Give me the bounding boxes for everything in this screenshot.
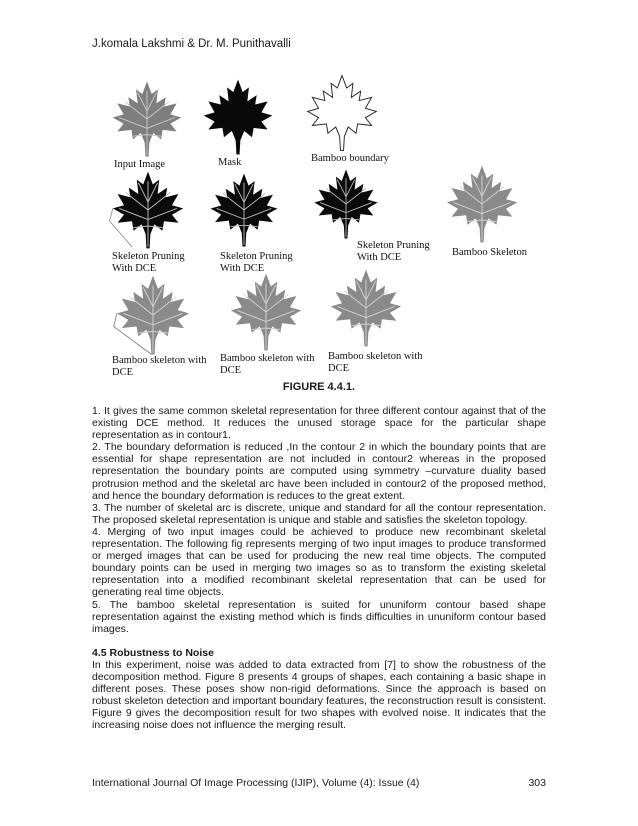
leaf-bamboo-skeleton — [440, 164, 524, 244]
paragraph-3: 3. The number of skeletal arc is discrete, unique and standard for all the contour representation. The proposed skeletal representation is unique and stable and satisfies the skeleton topology. — [92, 501, 546, 526]
leaf-input-image — [104, 80, 190, 158]
caption-bamboo-dce-2: Bamboo skeleton with DCE — [220, 353, 315, 376]
leaf-bamboo-dce-1 — [108, 274, 198, 356]
footer-journal: International Journal Of Image Processing (IJIP), Volume (4): Issue (4) — [92, 777, 420, 789]
leaf-bamboo-dce-3 — [322, 268, 410, 348]
figure-title: FIGURE 4.4.1. — [282, 381, 356, 393]
running-header: J.komala Lakshmi & Dr. M. Punithavalli — [92, 38, 291, 50]
footer-page-number: 303 — [528, 777, 546, 789]
paragraph-1: 1. It gives the same common skeletal representation for three different contour against that of the existing DCE method. It reduces the unused storage space for the particular shape representation as in contour1. — [92, 405, 546, 442]
caption-mask: Mask — [218, 157, 242, 168]
caption-bamboo-dce-1: Bamboo skeleton with DCE — [112, 355, 207, 378]
page-footer — [92, 777, 546, 789]
body-text — [92, 405, 546, 731]
caption-skeleton-pruning-1: Skeleton Pruning With DCE — [112, 251, 185, 274]
leaf-skeleton-pruning-1 — [106, 170, 190, 250]
paragraph-4: 4. Merging of two input images could be achieved to produce new recombinant skeletal representation. The following fig represents merging of two input images to produce transformed or merged images that can be used for producing the new real time objects. The computed boundary points can be used in merging two images so as to transform the existing skeletal representation into a modified recombinant skeletal representation that can be used for generating real time objects. — [92, 525, 546, 599]
caption-skeleton-pruning-3: Skeleton Pruning With DCE — [357, 240, 430, 263]
leaf-bamboo-dce-2 — [222, 272, 310, 352]
leaf-mask — [196, 78, 280, 156]
leaf-skeleton-pruning-2 — [202, 172, 286, 248]
caption-bamboo-skeleton: Bamboo Skeleton — [452, 247, 527, 258]
caption-skeleton-pruning-2: Skeleton Pruning With DCE — [220, 251, 293, 274]
section-text: In this experiment, noise was added to data extracted from [7] to show the robustness of the decomposition method. Figure 8 presents 4 groups of shapes, each containing a basic shape in different poses. These poses show non-rigid deformations. Since the approach is based on robust skeleton detection and important boundary features, the reconstruction result is consistent. Figure 9 gives the decomposition result for two shapes with evolved noise. It indicates that the increasing noise does not influence the merging result. — [92, 658, 546, 732]
caption-bamboo-dce-3: Bamboo skeleton with DCE — [328, 351, 423, 374]
section-heading: 4.5 Robustness to Noise — [92, 646, 214, 659]
paragraph-5: 5. The bamboo skeletal representation is suited for ununiform contour based shape representation against the existing method which is finds difficulties in ununiform contour based images. — [92, 598, 546, 635]
leaf-bamboo-boundary — [300, 74, 384, 152]
caption-bamboo-boundary: Bamboo boundary — [311, 153, 389, 164]
caption-input-image: Input Image — [114, 159, 166, 170]
leaf-skeleton-pruning-3 — [304, 168, 388, 240]
paragraph-2: 2. The boundary deformation is reduced ,In the contour 2 in which the boundary points that are essential for shape representation are not included in contour2 whereas in the proposed representation the boundary points are computed using symmetry –curvature duality based protrusion method and the skeletal arc have been included in contour2 of the proposed method, and hence the boundary deformation is reduces to the great extent. — [92, 441, 546, 502]
